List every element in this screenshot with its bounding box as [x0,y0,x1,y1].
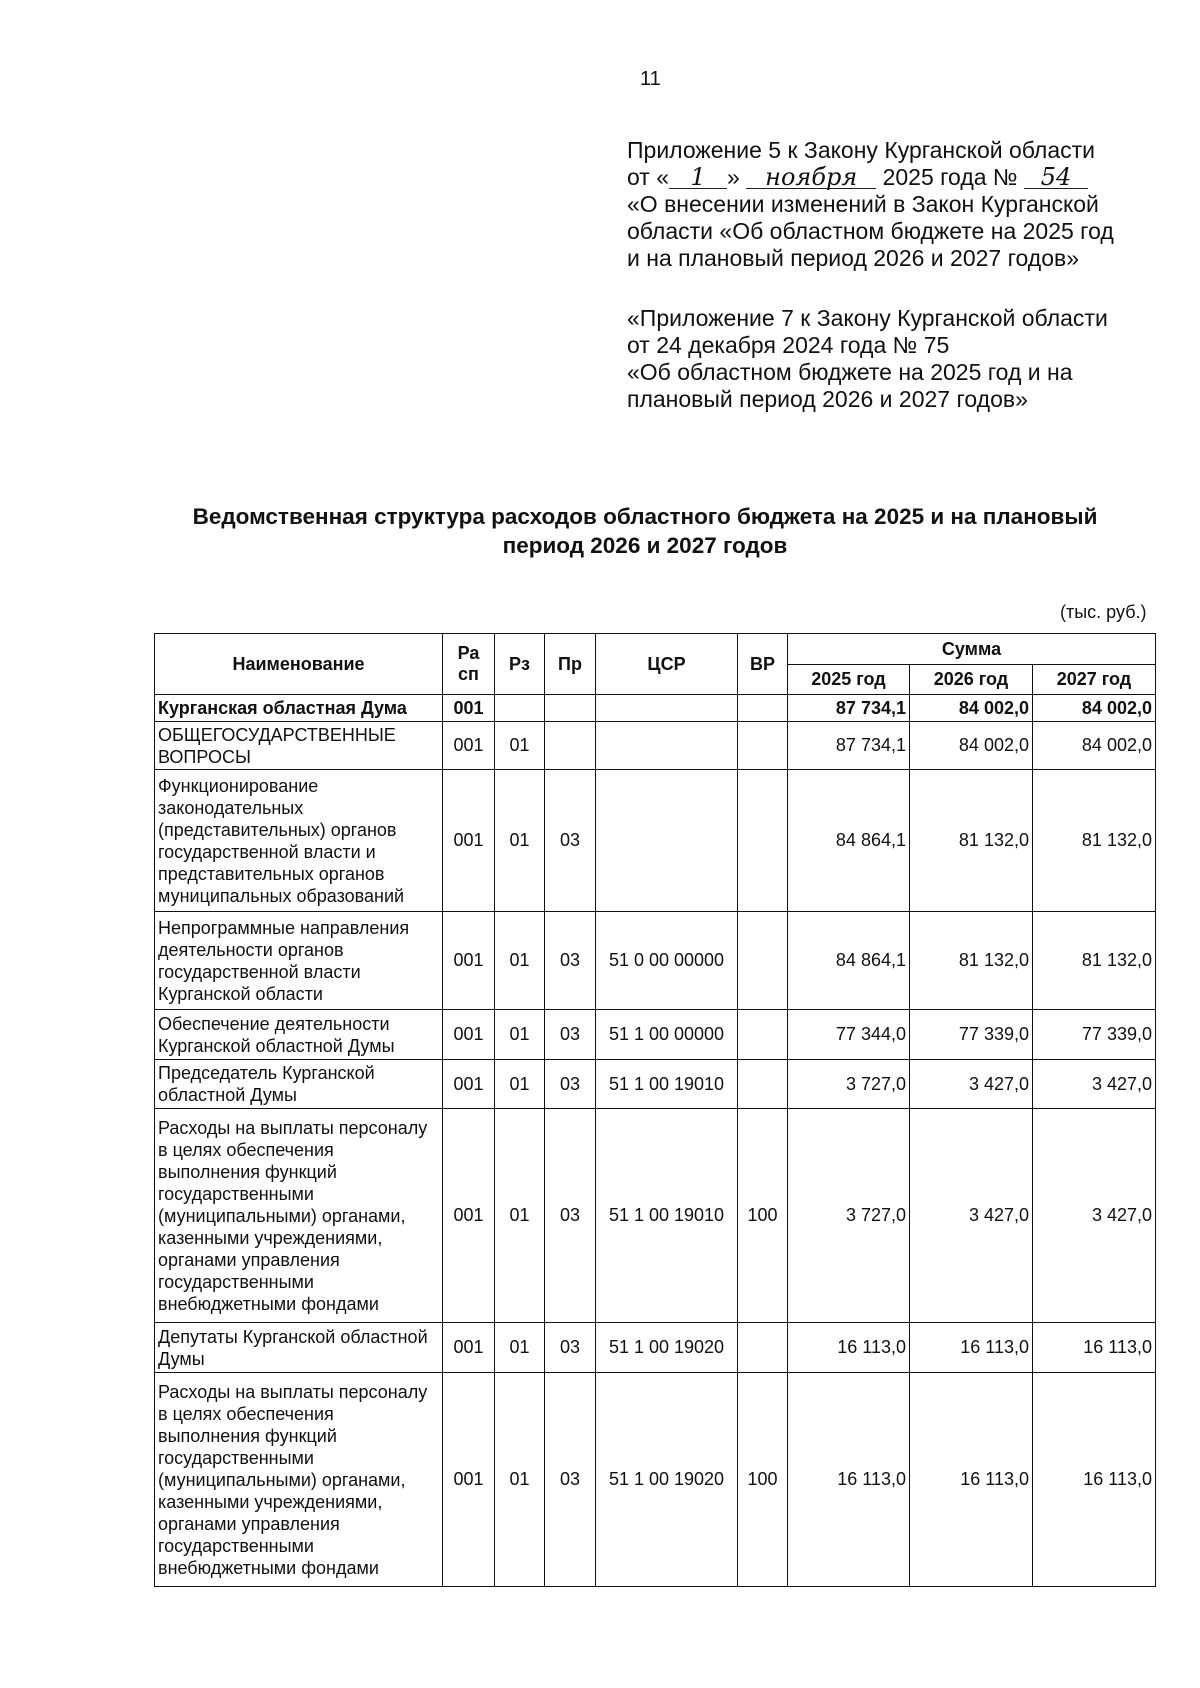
cell-csr: 51 1 00 19020 [596,1323,738,1373]
date-prefix: от « [627,164,670,190]
document-title [150,502,1140,560]
cell-rz [495,695,545,722]
cell-csr [596,722,738,770]
header-rasp: Ра сп [443,634,495,695]
cell-vr: 100 [738,1373,788,1587]
cell-csr [596,770,738,912]
cell-rz: 01 [495,722,545,770]
cell-y2027: 16 113,0 [1033,1373,1156,1587]
cell-y2026: 16 113,0 [910,1323,1033,1373]
header-name: Наименование [155,634,443,695]
cell-pr: 03 [545,770,596,912]
cell-vr [738,722,788,770]
header-vr: ВР [738,634,788,695]
cell-name: Расходы на выплаты персоналу в целях обеспечения выполнения функций государственными (муниципальными) органами, казенными учреждениями, органами управления государственными внебюджетными фондами [155,1373,443,1587]
cell-name: Непрограммные направления деятельности органов государственной власти Курганской области [155,912,443,1010]
cell-name: Председатель Курганской областной Думы [155,1060,443,1109]
cell-y2026: 3 427,0 [910,1060,1033,1109]
cell-vr [738,1060,788,1109]
cell-name: Обеспечение деятельности Курганской областной Думы [155,1010,443,1060]
cell-y2026: 84 002,0 [910,695,1033,722]
cell-y2027: 77 339,0 [1033,1010,1156,1060]
annex-line: «Об областном бюджете на 2025 год и на [627,359,1073,385]
cell-y2025: 87 734,1 [788,695,910,722]
cell-y2027: 3 427,0 [1033,1109,1156,1323]
handwritten-month: ноября [746,166,876,189]
cell-y2025: 77 344,0 [788,1010,910,1060]
cell-y2027: 81 132,0 [1033,770,1156,912]
cell-y2025: 84 864,1 [788,770,910,912]
cell-pr: 03 [545,1109,596,1323]
table-row [155,770,1156,912]
budget-table [154,633,1156,1587]
cell-y2026: 16 113,0 [910,1373,1033,1587]
table-row [155,1323,1156,1373]
cell-y2026: 77 339,0 [910,1010,1033,1060]
cell-pr: 03 [545,1060,596,1109]
annex-date-line [627,164,1167,191]
cell-pr [545,695,596,722]
cell-y2027: 3 427,0 [1033,1060,1156,1109]
cell-csr: 51 1 00 00000 [596,1010,738,1060]
cell-vr [738,1010,788,1060]
cell-vr [738,695,788,722]
title-line: период 2026 и 2027 годов [502,533,788,558]
cell-y2025: 16 113,0 [788,1323,910,1373]
table-row [155,912,1156,1010]
cell-rz: 01 [495,1373,545,1587]
cell-rz: 01 [495,912,545,1010]
cell-name: Депутаты Курганской областной Думы [155,1323,443,1373]
header-csr: ЦСР [596,634,738,695]
cell-y2025: 3 727,0 [788,1060,910,1109]
header-pr: Пр [545,634,596,695]
cell-y2027: 84 002,0 [1033,722,1156,770]
cell-y2026: 81 132,0 [910,770,1033,912]
cell-vr [738,912,788,1010]
cell-y2026: 84 002,0 [910,722,1033,770]
cell-rasp: 001 [443,1060,495,1109]
cell-name: Функционирование законодательных (представительных) органов государственной власти и представительных органов муниципальных образований [155,770,443,912]
date-mid: » [727,164,740,190]
cell-csr: 51 1 00 19010 [596,1109,738,1323]
annex-line: от 24 декабря 2024 года № 75 [627,332,950,358]
cell-name: ОБЩЕГОСУДАРСТВЕННЫЕ ВОПРОСЫ [155,722,443,770]
annex-line: области «Об областном бюджете на 2025 год [627,218,1114,244]
units-label: (тыс. руб.) [1060,602,1147,622]
table-row [155,1060,1156,1109]
cell-rasp: 001 [443,1373,495,1587]
cell-rasp: 001 [443,770,495,912]
cell-y2025: 3 727,0 [788,1109,910,1323]
cell-rasp: 001 [443,1323,495,1373]
annex-line: плановый период 2026 и 2027 годов» [627,386,1028,412]
cell-y2026: 81 132,0 [910,912,1033,1010]
cell-csr: 51 1 00 19010 [596,1060,738,1109]
cell-pr: 03 [545,1010,596,1060]
header-rz: Рз [495,634,545,695]
table-row [155,1373,1156,1587]
header-2026: 2026 год [910,665,1033,695]
original-annex-block [627,305,1167,413]
cell-rasp: 001 [443,722,495,770]
cell-csr: 51 0 00 00000 [596,912,738,1010]
cell-rz: 01 [495,1109,545,1323]
cell-csr: 51 1 00 19020 [596,1373,738,1587]
table-row [155,1109,1156,1323]
cell-rz: 01 [495,770,545,912]
header-sum: Сумма [788,634,1156,665]
cell-y2025: 87 734,1 [788,722,910,770]
cell-rasp: 001 [443,1010,495,1060]
cell-name: Курганская областная Дума [155,695,443,722]
cell-vr [738,770,788,912]
annex-reference-block [627,137,1167,272]
cell-rz: 01 [495,1323,545,1373]
cell-y2027: 81 132,0 [1033,912,1156,1010]
annex-line: «О внесении изменений в Закон Курганской [627,191,1099,217]
cell-y2026: 3 427,0 [910,1109,1033,1323]
cell-vr [738,1323,788,1373]
cell-rz: 01 [495,1010,545,1060]
header-2027: 2027 год [1033,665,1156,695]
cell-y2025: 16 113,0 [788,1373,910,1587]
table-row [155,695,1156,722]
annex-line: «Приложение 7 к Закону Курганской области [627,305,1108,331]
cell-pr [545,722,596,770]
cell-rz: 01 [495,1060,545,1109]
cell-rasp: 001 [443,1109,495,1323]
annex-line: и на плановый период 2026 и 2027 годов» [627,245,1079,271]
date-year: 2025 года № [882,164,1018,190]
cell-rasp: 001 [443,912,495,1010]
annex-line: Приложение 5 к Закону Курганской области [627,137,1095,163]
cell-y2025: 84 864,1 [788,912,910,1010]
cell-pr: 03 [545,1323,596,1373]
handwritten-number: 54 [1024,166,1088,189]
cell-y2027: 16 113,0 [1033,1323,1156,1373]
page-number: 11 [640,68,661,90]
header-2025: 2025 год [788,665,910,695]
cell-pr: 03 [545,1373,596,1587]
cell-rasp: 001 [443,695,495,722]
cell-vr: 100 [738,1109,788,1323]
cell-csr [596,695,738,722]
cell-name: Расходы на выплаты персоналу в целях обеспечения выполнения функций государственными (муниципальными) органами, казенными учреждениями, органами управления государственными внебюджетными фондами [155,1109,443,1323]
title-line: Ведомственная структура расходов областного бюджета на 2025 и на плановый [192,504,1098,529]
cell-y2027: 84 002,0 [1033,695,1156,722]
handwritten-day: 1 [669,166,727,189]
cell-pr: 03 [545,912,596,1010]
table-row [155,1010,1156,1060]
table-row [155,722,1156,770]
